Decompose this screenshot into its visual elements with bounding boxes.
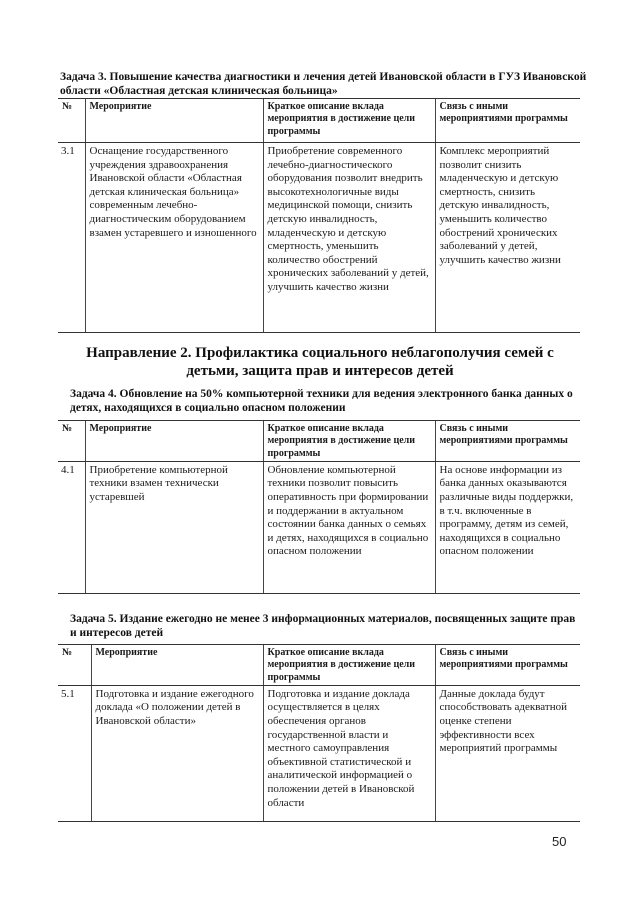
header-activity: Мероприятие [85,421,263,462]
task-5-title: Задача 5. Издание ежегодно не менее 3 информационных материалов, посвященных защите прав и интересов детей [70,613,576,639]
row-activity: Подготовка и издание ежегодного доклада «О положении детей в Ивановской области» [91,685,263,821]
row-contribution: Подготовка и издание доклада осуществляется в целях обеспечения органов государственной власти и местного самоуправления объективной статистической и аналитической информацией о положении детей в Ивановской области [263,685,435,821]
header-contribution: Краткое описание вклада мероприятия в достижение цели программы [263,645,435,686]
task-4-title: Задача 4. Обновление на 50% компьютерной техники для ведения электронного банка данных о детях, находящихся в социально опасном положении [70,388,573,414]
row-relation: Данные доклада будут способствовать адекватной оценке степени эффективности всех мероприятий программы [435,685,580,821]
row-num: 3.1 [58,143,85,333]
row-contribution: Обновление компьютерной техники позволит повысить оперативность при формировании и поддержании в актуальном состоянии банка данных о семьях и детях, находящихся в социально опасном положении [263,461,435,593]
header-activity: Мероприятие [91,645,263,686]
header-contribution: Краткое описание вклада мероприятия в достижение цели программы [263,421,435,462]
direction-2-title: Направление 2. Профилактика социального неблагополучия семей с детьми, защита прав и интересов детей [86,345,554,379]
row-activity: Приобретение компьютерной техники взамен технически устаревшей [85,461,263,593]
row-relation: Комплекс мероприятий позволит снизить младенческую и детскую смертность, снизить детскую инвалидность, уменьшить количество обострений хронических заболеваний у детей, улучшить качество жизни [435,143,580,333]
table-header-row [58,99,580,143]
header-num: № [58,645,91,686]
row-contribution: Приобретение современного лечебно-диагностического оборудования позволит внедрить высокотехнологичные виды медицинской помощи, снизить детскую инвалидность, младенческую и детскую смертность, уменьшить количество обострений хронических заболеваний у детей, улучшить качество жизни [263,143,435,333]
task-3-table [58,98,580,333]
header-contribution: Краткое описание вклада мероприятия в достижение цели программы [263,99,435,143]
row-relation: На основе информации из банка данных оказываются различные виды поддержки, в т.ч. включенные в программу, детям из семей, находящихся в социально опасном положении [435,461,580,593]
page-number: 50 [552,834,567,849]
row-num: 5.1 [58,685,91,821]
header-relation: Связь с иными мероприятиями программы [435,645,580,686]
header-relation: Связь с иными мероприятиями программы [435,99,580,143]
table-header-row [58,421,580,462]
table-row [58,461,580,593]
table-row [58,685,580,821]
task-5-table [58,644,580,822]
row-num: 4.1 [58,461,85,593]
task-4-table [58,420,580,594]
table-row [58,143,580,333]
header-activity: Мероприятие [85,99,263,143]
header-relation: Связь с иными мероприятиями программы [435,421,580,462]
table-header-row [58,645,580,686]
header-num: № [58,421,85,462]
task-3-title: Задача 3. Повышение качества диагностики и лечения детей Ивановской области в ГУЗ Ивановской области «Областная детская клиническая больница» [60,71,587,97]
row-activity: Оснащение государственного учреждения здравоохранения Ивановской области «Областная детская клиническая больница» современным лечебно-диагностическим оборудованием взамен устаревшего и изношенного [85,143,263,333]
header-num: № [58,99,85,143]
